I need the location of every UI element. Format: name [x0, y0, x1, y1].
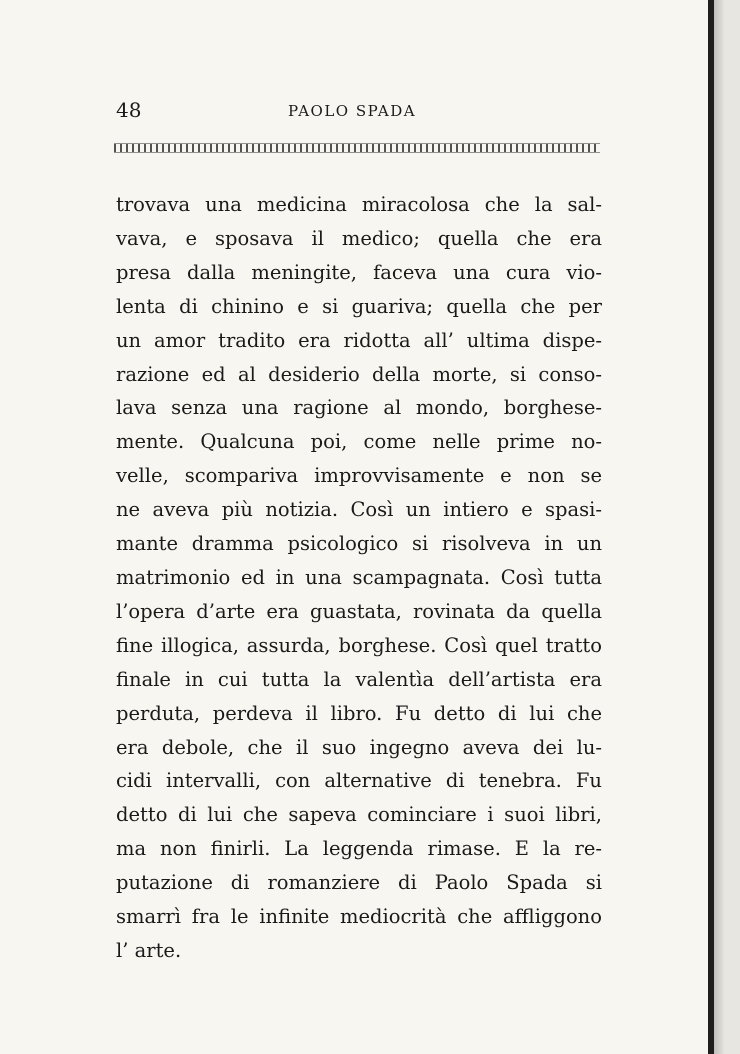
- decorative-rule: [114, 143, 600, 153]
- text-line: lava senza una ragione al mondo, borghese-: [116, 396, 602, 420]
- text-line: trovava una medicina miracolosa che la sal-: [116, 193, 602, 216]
- text-line: l’ arte.: [116, 938, 182, 962]
- text-line: presa dalla meningite, faceva una cura vio-: [116, 260, 602, 284]
- text-line: un amor tradito era ridotta all’ ultima dispe-: [116, 328, 602, 352]
- spine-shadow: [714, 0, 724, 1054]
- page-number: 48: [116, 98, 142, 122]
- text-line: lenta di chinino e si guariva; quella che per: [116, 294, 602, 318]
- running-head: PAOLO SPADA: [288, 102, 417, 120]
- text-line: fine illogica, assurda, borghese. Così quel tratto: [116, 633, 602, 657]
- text-line: ne aveva più notizia. Così un intiero e spasi-: [116, 498, 602, 522]
- text-line: perduta, perdeva il libro. Fu detto di lui che: [116, 701, 602, 725]
- text-line: mante dramma psicologico si risolveva in un: [116, 532, 602, 556]
- text-line: matrimonio ed in una scampagnata. Così tutta: [116, 565, 602, 589]
- text-line: detto di lui che sapeva cominciare i suoi libri,: [116, 803, 602, 827]
- text-line: razione ed al desiderio della morte, si conso-: [116, 362, 602, 386]
- text-line: putazione di romanziere di Paolo Spada si: [116, 871, 602, 895]
- text-line: mente. Qualcuna poi, come nelle prime no-: [116, 430, 602, 454]
- spine-line: [708, 0, 714, 1054]
- text-line: finale in cui tutta la valentìa dell’artista era: [116, 667, 602, 691]
- page-header: [116, 98, 600, 128]
- text-line: era debole, che il suo ingegno aveva dei lu-: [116, 735, 602, 759]
- body-text: [116, 188, 602, 968]
- text-line: smarrì fra le infinite mediocrità che affliggono: [116, 905, 602, 929]
- text-line: ma non finirli. La leggenda rimase. E la re-: [116, 837, 602, 861]
- text-line: l’opera d’arte era guastata, rovinata da quella: [116, 599, 602, 623]
- text-line: cidi intervalli, con alternative di tenebra. Fu: [116, 769, 602, 793]
- page-edge: [724, 0, 740, 1054]
- text-line: velle, scompariva improvvisamente e non se: [116, 464, 602, 488]
- text-line: vava, e sposava il medico; quella che era: [116, 226, 602, 250]
